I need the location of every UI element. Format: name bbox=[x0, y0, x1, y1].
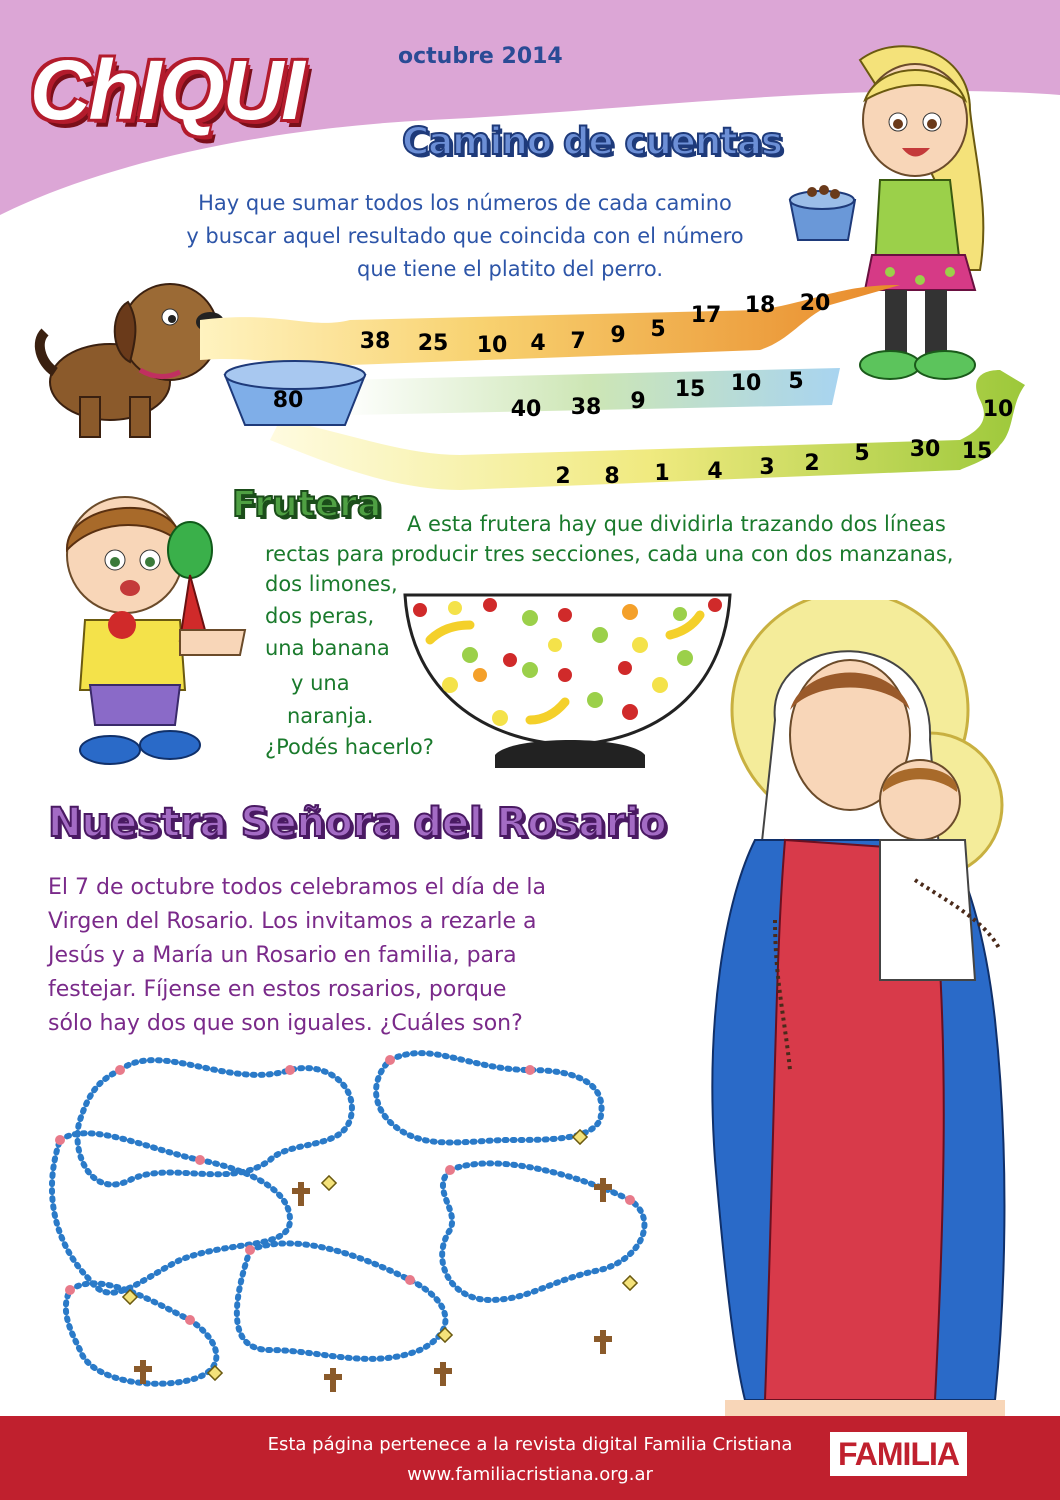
rosario-line-1: El 7 de octubre todos celebramos el día de la bbox=[48, 875, 547, 900]
path-bottom-number: 5 bbox=[854, 441, 870, 466]
path-top-number: 5 bbox=[650, 317, 666, 342]
path-bottom-number: 1 bbox=[654, 461, 670, 486]
rosario-line-2: Virgen del Rosario. Los invitamos a rezarle a bbox=[48, 909, 537, 934]
camino-title: Camino de cuentas bbox=[402, 120, 782, 163]
bowl-number: 80 bbox=[272, 388, 304, 413]
camino-instructions bbox=[150, 187, 780, 286]
footer-website-link[interactable]: www.familiacristiana.org.ar bbox=[407, 1464, 653, 1485]
frutera-line-6: y una bbox=[291, 671, 350, 695]
path-top-number: 4 bbox=[530, 331, 546, 356]
path-top-number: 9 bbox=[610, 323, 626, 348]
chiqui-logo: ChIQUI bbox=[30, 43, 303, 137]
path-middle-number: 9 bbox=[630, 389, 646, 414]
frutera-line-2: rectas para producir tres secciones, cada una con dos manzanas, bbox=[265, 542, 954, 566]
path-middle-number: 40 bbox=[510, 397, 542, 422]
rosary-3 bbox=[52, 1133, 290, 1292]
camino-instruction-line-2: y buscar aquel resultado que coincida con el número bbox=[186, 224, 744, 248]
path-top-number: 25 bbox=[417, 331, 449, 356]
path-bottom-number: 4 bbox=[707, 459, 723, 484]
camino-instruction-line-1: Hay que sumar todos los números de cada camino bbox=[198, 191, 732, 215]
path-top-number: 38 bbox=[359, 329, 391, 354]
rosario-line-5: sólo hay dos que son iguales. ¿Cuáles son? bbox=[48, 1011, 523, 1036]
path-bottom-number: 2 bbox=[555, 464, 571, 489]
path-middle-number: 38 bbox=[570, 395, 602, 420]
rosario-line-4: festejar. Fíjense en estos rosarios, porque bbox=[48, 977, 507, 1002]
path-top-number: 18 bbox=[744, 293, 776, 318]
path-middle-number: 15 bbox=[674, 377, 706, 402]
rosario-text bbox=[48, 871, 608, 1041]
frutera-line-8: ¿Podés hacerlo? bbox=[265, 735, 434, 759]
rosary-4 bbox=[442, 1163, 644, 1300]
path-top-number: 10 bbox=[476, 333, 508, 358]
rosaries-puzzle bbox=[30, 1030, 690, 1410]
path-bottom-number: 10 bbox=[982, 397, 1014, 422]
path-top-number: 17 bbox=[690, 303, 722, 328]
path-top-number: 7 bbox=[570, 329, 586, 354]
path-middle-number: 5 bbox=[788, 369, 804, 394]
frutera-line-5: una banana bbox=[265, 636, 390, 660]
frutera-line-1: A esta frutera hay que dividirla trazando dos líneas bbox=[407, 512, 946, 536]
path-top-number: 20 bbox=[799, 291, 831, 316]
rosary-2 bbox=[376, 1053, 601, 1142]
dog-bowl bbox=[220, 355, 370, 435]
camino-instruction-line-3: que tiene el platito del perro. bbox=[356, 257, 664, 281]
virgin-mary-illustration bbox=[665, 600, 1045, 1420]
frutera-line-4: dos peras, bbox=[265, 604, 375, 628]
issue-date: octubre 2014 bbox=[398, 44, 563, 69]
frutera-line-3: dos limones, bbox=[265, 572, 398, 596]
path-bottom-number: 3 bbox=[759, 455, 775, 480]
frutera-line-7: naranja. bbox=[287, 704, 374, 728]
path-bottom-number: 15 bbox=[961, 439, 993, 464]
path-bottom-number: 30 bbox=[909, 437, 941, 462]
boy-with-parrot-illustration bbox=[30, 480, 260, 780]
rosario-line-3: Jesús y a María un Rosario en familia, para bbox=[48, 943, 517, 968]
path-bottom-number: 2 bbox=[804, 451, 820, 476]
footer-line-1: Esta página pertenece a la revista digital Familia Cristiana bbox=[267, 1434, 793, 1455]
rosary-5 bbox=[237, 1243, 446, 1358]
rosario-title: Nuestra Señora del Rosario bbox=[48, 800, 667, 846]
frutera-title: Frutera bbox=[232, 484, 382, 525]
path-middle-number: 10 bbox=[730, 371, 762, 396]
familia-brand-logo[interactable]: FAMILIA bbox=[830, 1432, 967, 1476]
path-bottom-number: 8 bbox=[604, 464, 620, 489]
